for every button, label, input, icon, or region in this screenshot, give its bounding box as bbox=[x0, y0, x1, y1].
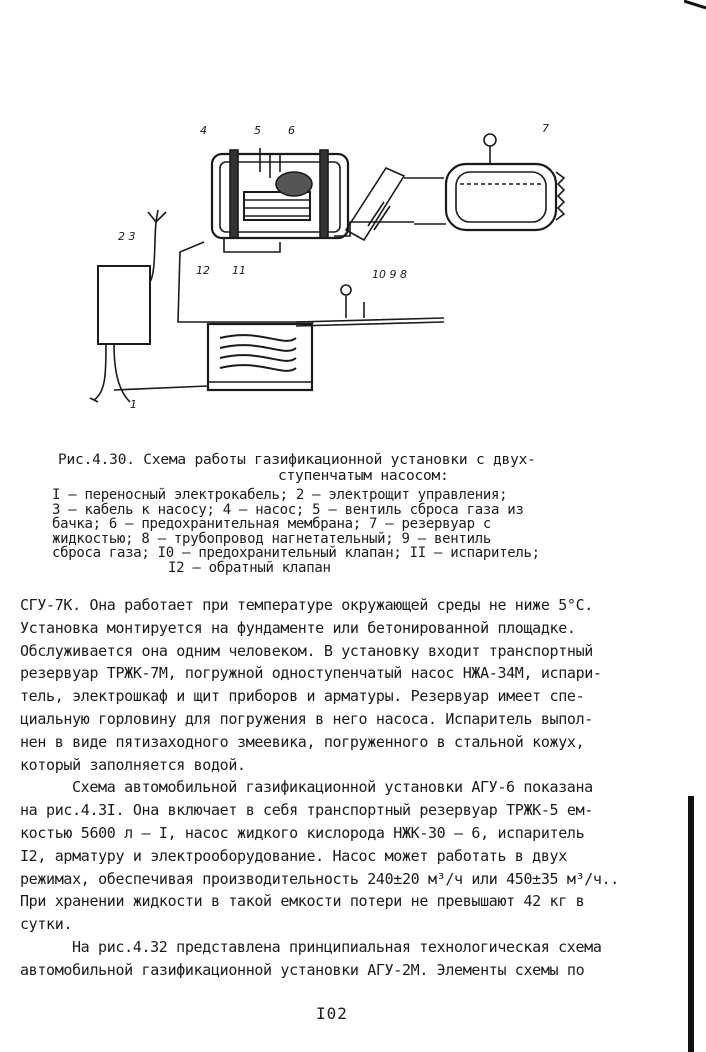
paragraph-line: нен в виде пятизаходного змеевика, погруженного в стальной кожух, bbox=[20, 732, 585, 751]
paragraph-line: режимах, обеспечивая производительность 240±20 м³/ч или 450±35 м³/ч.. bbox=[20, 869, 619, 888]
page-number: I02 bbox=[316, 1004, 348, 1023]
paragraph-line: который заполняется водой. bbox=[20, 755, 246, 774]
figure-label: 11 bbox=[232, 264, 246, 277]
figure-label: 5 bbox=[254, 124, 261, 137]
paragraph-line: I2, арматуру и электрооборудование. Насос может работать в двух bbox=[20, 846, 567, 865]
figure-label: 10 9 8 bbox=[372, 268, 407, 281]
paragraph-line: резервуар ТРЖК-7М, погружной одноступенчатый насос НЖА-34М, испари- bbox=[20, 664, 602, 683]
safety-valve-gauge bbox=[341, 285, 351, 295]
scan-edge-bar bbox=[688, 796, 694, 1052]
reservoir-gauge bbox=[484, 134, 496, 146]
control-cabinet bbox=[98, 266, 150, 344]
installation-schematic-figure bbox=[84, 112, 584, 412]
legend-line: сброса газа; I0 – предохранительный клапан; II – испаритель; bbox=[52, 545, 540, 562]
paragraph-line: тель, электрошкаф и щит приборов и арматуры. Резервуар имеет спе- bbox=[20, 687, 585, 706]
legend-line: жидкостью; 8 – трубопровод нагнетательный; 9 – вентиль bbox=[52, 530, 491, 547]
check-valve-line bbox=[178, 242, 314, 322]
caption-title-line: Рис.4.30. Схема работы газификационной установки с двух- bbox=[58, 452, 536, 468]
power-cable bbox=[94, 344, 130, 402]
paragraph-line: На рис.4.32 представлена принципиальная технологическая схема bbox=[72, 937, 602, 956]
paragraph-line: При хранении жидкости в такой емкости потери не превышают 42 кг в bbox=[20, 892, 585, 911]
figure-label: 2 3 bbox=[118, 230, 136, 243]
discharge-pipeline bbox=[296, 318, 444, 326]
figure-legend bbox=[52, 488, 592, 576]
legend-line: 3 – кабель к насосу; 4 – насос; 5 – вентиль сброса газа из bbox=[52, 501, 524, 518]
paragraph-line: Схема автомобильной газификационной установки АГУ-6 показана bbox=[72, 778, 593, 797]
paragraph-line: циальную горловину для погружения в него насоса. Испаритель выпол- bbox=[20, 709, 593, 728]
figure-label: 1 bbox=[130, 398, 137, 411]
legend-line: бачка; 6 – предохранительная мембрана; 7 – резервуар с bbox=[52, 516, 491, 533]
legend-line: I – переносный электрокабель; 2 – электрощит управления; bbox=[52, 487, 508, 503]
paragraph-line: автомобильной газификационной установки АГУ-2М. Элементы схемы по bbox=[20, 960, 585, 979]
legend-line: I2 – обратный клапан bbox=[168, 559, 331, 576]
paragraph-line: Установка монтируется на фундаменте или бетонированной площадке. bbox=[20, 618, 576, 637]
figure-label: 6 bbox=[288, 124, 295, 137]
body-text bbox=[20, 594, 672, 982]
figure-label: 12 bbox=[196, 264, 210, 277]
figure-label: 7 bbox=[542, 122, 549, 135]
paragraph-line: СГУ-7К. Она работает при температуре окружающей среды не ниже 5°С. bbox=[20, 596, 593, 614]
paragraph-line: сутки. bbox=[20, 915, 73, 934]
figure-caption bbox=[58, 452, 578, 484]
figure-label: 4 bbox=[200, 124, 207, 137]
paragraph-line: костью 5600 л – I, насос жидкого кислорода НЖК-30 – 6, испаритель bbox=[20, 823, 585, 842]
caption-title-line: ступенчатым насосом: bbox=[278, 468, 449, 484]
scan-corner-mark bbox=[684, 0, 706, 10]
paragraph-line: на рис.4.3I. Она включает в себя транспортный резервуар ТРЖК-5 ем- bbox=[20, 801, 593, 820]
paragraph-line: Обслуживается она одним человеком. В установку входит транспортный bbox=[20, 641, 593, 660]
